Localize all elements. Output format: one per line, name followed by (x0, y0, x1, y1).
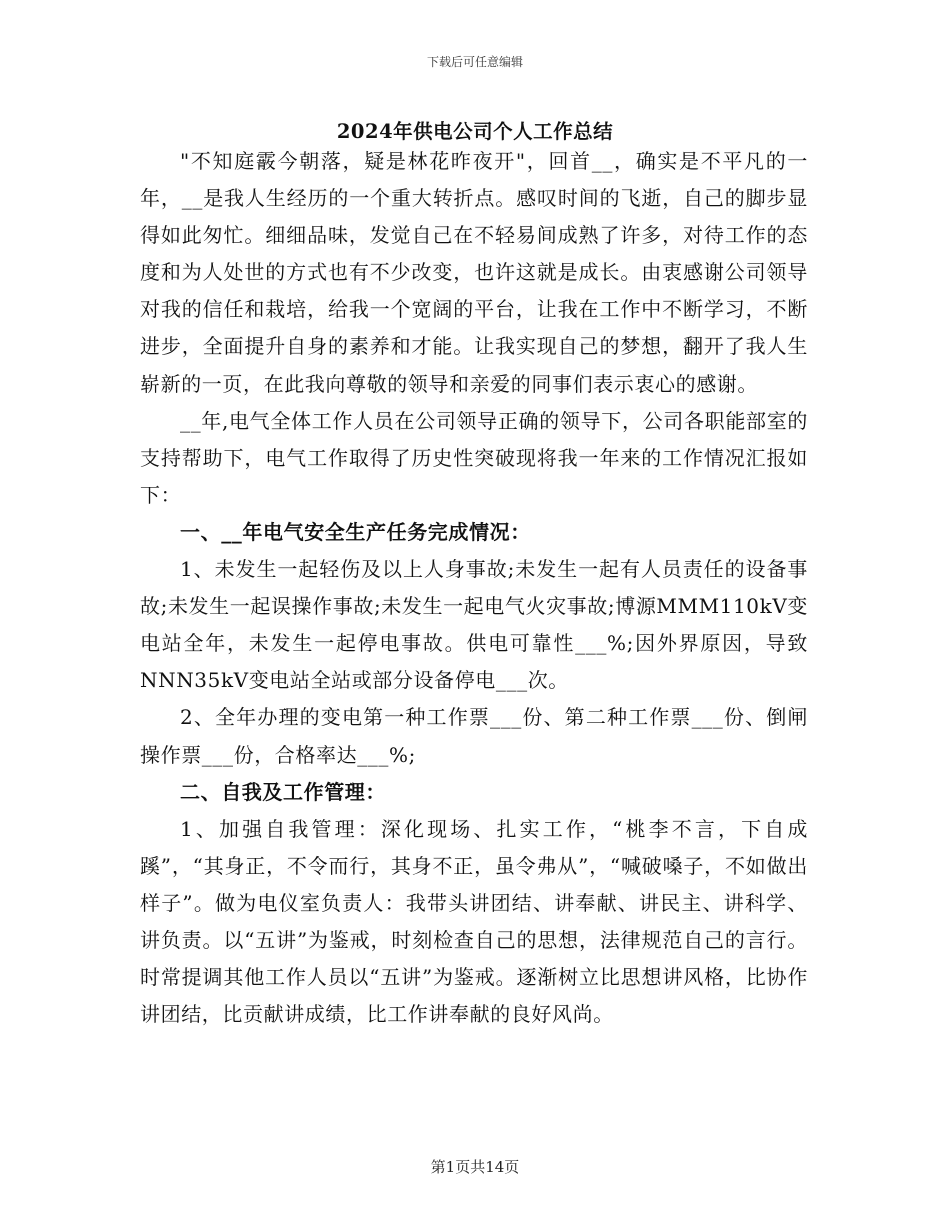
header-note: 下载后可任意编辑 (426, 55, 523, 69)
paragraph-management-1: 1、加强自我管理：深化现场、扎实工作，“桃李不言，下自成蹊”，“其身正，不令而行，其身不正，虽令弗从”，“喊破嗓子，不如做出样子”。做为电仪室负责人：我带头讲团结、讲奉献、讲民主、讲科学、讲负责。以“五讲”为鉴戒，时刻检查自己的思想，法律规范自己的言行。时常提调其他工作人员以“五讲”为鉴戒。逐渐树立比思想讲风格，比协作讲团结，比贡献讲成绩，比工作讲奉献的良好风尚。 (140, 816, 808, 1027)
section-heading-safety: 一、__年电气安全生产任务完成情况： (180, 519, 531, 544)
paragraph-safety-2: 2、全年办理的变电第一种工作票___份、第二种工作票___份、倒闸操作票___份，合格率达___%; (140, 705, 808, 767)
paragraph-overview: __年,电气全体工作人员在公司领导正确的领导下，公司各职能部室的支持帮助下，电气工作取得了历史性突破现将我一年来的工作情况汇报如下： (140, 408, 808, 507)
document-title: 2024年供电公司个人工作总结 (336, 120, 614, 143)
section-heading-management: 二、自我及工作管理： (180, 779, 386, 804)
paragraph-intro: "不知庭霰今朝落，疑是林花昨夜开"，回首__，确实是不平凡的一年，__是我人生经历的一个重大转折点。感叹时间的飞逝，自己的脚步显得如此匆忙。细细品味，发觉自己在不轻易间成熟了许多，对待工作的态度和为人处世的方式也有不少改变，也许这就是成长。由衷感谢公司领导对我的信任和栽培，给我一个宽阔的平台，让我在工作中不断学习，不断进步，全面提升自身的素养和才能。让我实现自己的梦想，翻开了我人生崭新的一页，在此我向尊敬的领导和亲爱的同事们表示衷心的感谢。 (140, 149, 808, 396)
page-number-footer: 第1页共14页 (430, 1158, 520, 1176)
document-body (140, 143, 808, 1033)
paragraph-safety-1: 1、未发生一起轻伤及以上人身事故;未发生一起有人员责任的设备事故;未发生一起误操作事故;未发生一起电气火灾事故;博源MMM110kV变电站全年，未发生一起停电事故。供电可靠性___%;因外界原因，导致NNN35kV变电站全站或部分设备停电___次。 (140, 557, 808, 693)
